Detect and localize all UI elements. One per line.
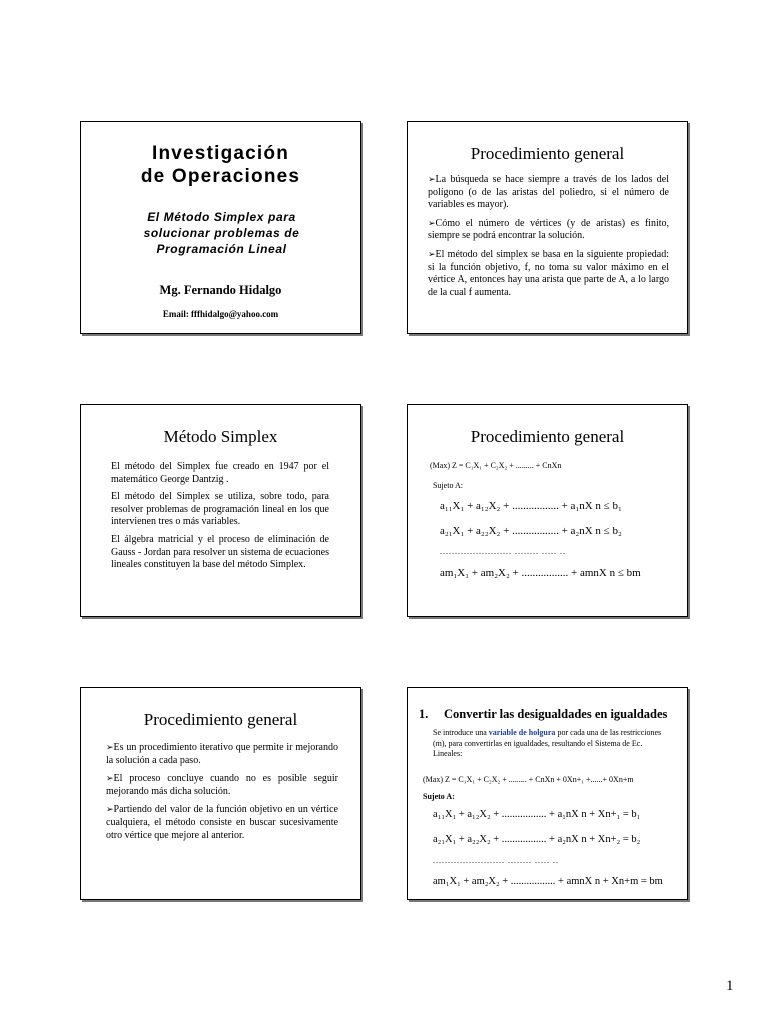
arrow-bullet-icon: ➢: [106, 742, 114, 752]
bullet-item: [106, 741, 338, 767]
constraint-row-m: am₁X₁ + am₂X₂ + ................. + amnX n + Xn+m = bm: [433, 876, 663, 887]
slide-subtitle: [111, 209, 332, 257]
slide-heading: Procedimiento general: [143, 710, 298, 729]
arrow-bullet-icon: ➢: [428, 174, 436, 184]
bullet-text: El método del simplex se basa en la siguiente propiedad: si la función objetivo, f, no toma su valor máximo en el vértice A, entonces hay una arista que parte de A, a lo largo de la cual f aumenta.: [428, 248, 669, 298]
bullet-list: [106, 741, 338, 847]
ellipsis-row: ........................ ........ ..... ..: [440, 547, 566, 556]
objective-function: (Max) Z = C₁X₁ + C₂X₂ + ......... + CnXn + 0Xn+₁ +......+ 0Xn+m: [423, 775, 634, 784]
constraint-row-1: a₁₁X₁ + a₁₂X₂ + ................. + a₁nX n ≤ b₁: [440, 500, 622, 512]
slide-convertir-desigualdades: [407, 687, 688, 900]
page-number: 1: [726, 978, 734, 994]
paragraph: El método del Simplex se utiliza, sobre todo, para resolver problemas de programación lineal en los que intervienen tres o más variables.: [111, 491, 329, 528]
bullet-item: [106, 803, 338, 842]
subject-to-label: Sujeto A:: [433, 481, 464, 490]
slide-heading: [419, 707, 667, 722]
ellipsis-row: ........................ ........ ..... ..: [433, 856, 559, 865]
subject-to-label: Sujeto A:: [423, 792, 455, 801]
bullet-item: [428, 248, 669, 299]
slide-heading: Procedimiento general: [470, 144, 625, 163]
bullet-text: Partiendo del valor de la función objetivo en un vértice cualquiera, el método consiste en buscar sucesivamente otro vértice que mejore al anterior.: [106, 804, 338, 841]
intro-text-end: por cada una de las restricciones (m), para convertirlas en igualdades, resultando el Sistema de Ec. Lineales:: [433, 728, 662, 758]
subtitle-line-2: solucionar problemas de: [143, 226, 300, 240]
slide-heading: Procedimiento general: [470, 427, 625, 446]
arrow-bullet-icon: ➢: [106, 804, 114, 815]
constraint-row-2: a₂₁X₁ + a₂₂X₂ + ................. + a₂nX n + Xn+₂ = b₂: [433, 834, 641, 845]
slide-title-heading: [81, 142, 360, 188]
subtitle-line-1: El Método Simplex para: [147, 210, 296, 224]
intro-text: [433, 728, 669, 760]
bullet-item: [106, 772, 338, 798]
paragraph: El álgebra matricial y el proceso de eliminación de Gauss - Jordan para resolver un sistema de ecuaciones lineales constituyen la base del método Simplex.: [111, 533, 329, 571]
bullet-text: La búsqueda se hace siempre a través de los lados del polígono (o de las aristas del poliedro, si el número de variables es mayor).: [428, 174, 669, 211]
constraint-row-1: a₁₁X₁ + a₁₂X₂ + ................. + a₁nX n + Xn+₁ = b₁: [433, 809, 641, 820]
slide-title: [80, 121, 361, 334]
bullet-text: El proceso concluye cuando no es posible seguir mejorando más dicha solución.: [106, 773, 338, 797]
paragraph: El método del Simplex fue creado en 1947 por el matemático George Dantzig .: [111, 461, 329, 485]
constraint-row-2: a₂₁X₁ + a₂₂X₂ + ................. + a₂nX n ≤ b₂: [440, 525, 622, 537]
highlighted-term: variable de holgura: [488, 728, 556, 737]
intro-text-start: Se introduce una: [433, 728, 489, 737]
title-line-2: de Operaciones: [140, 166, 301, 187]
arrow-bullet-icon: ➢: [428, 248, 436, 259]
subtitle-line-3: Programación Lineal: [156, 242, 287, 256]
slide-procedimiento-3: [80, 687, 361, 900]
bullet-item: [428, 173, 669, 212]
constraint-row-m: am₁X₁ + am₂X₂ + ................. + amnX n ≤ bm: [440, 567, 641, 579]
slide-procedimiento-1: [407, 121, 688, 334]
author-name: Mg. Fernando Hidalgo: [159, 283, 282, 297]
slide-metodo-simplex: [80, 404, 361, 617]
arrow-bullet-icon: ➢: [106, 773, 114, 784]
author-email: Email: fffhidalgo@yahoo.com: [162, 309, 279, 319]
bullet-item: [428, 217, 669, 243]
bullet-list: [428, 173, 669, 304]
arrow-bullet-icon: ➢: [428, 217, 436, 228]
title-line-1: Investigación: [151, 143, 290, 164]
objective-function: (Max) Z = C₁X₁ + C₂X₂ + ......... + CnXn: [430, 461, 562, 470]
heading-text: Convertir las desigualdades en igualdades: [444, 707, 668, 721]
slide-procedimiento-2: [407, 404, 688, 617]
paragraph-list: [111, 461, 329, 577]
heading-number: 1.: [419, 707, 429, 721]
slide-heading: Método Simplex: [163, 427, 278, 446]
bullet-text: Es un procedimiento iterativo que permite ir mejorando la solución a cada paso.: [106, 742, 338, 766]
bullet-text: Cómo el número de vértices (y de aristas) es finito, siempre se podrá encontrar la solución.: [428, 217, 669, 242]
